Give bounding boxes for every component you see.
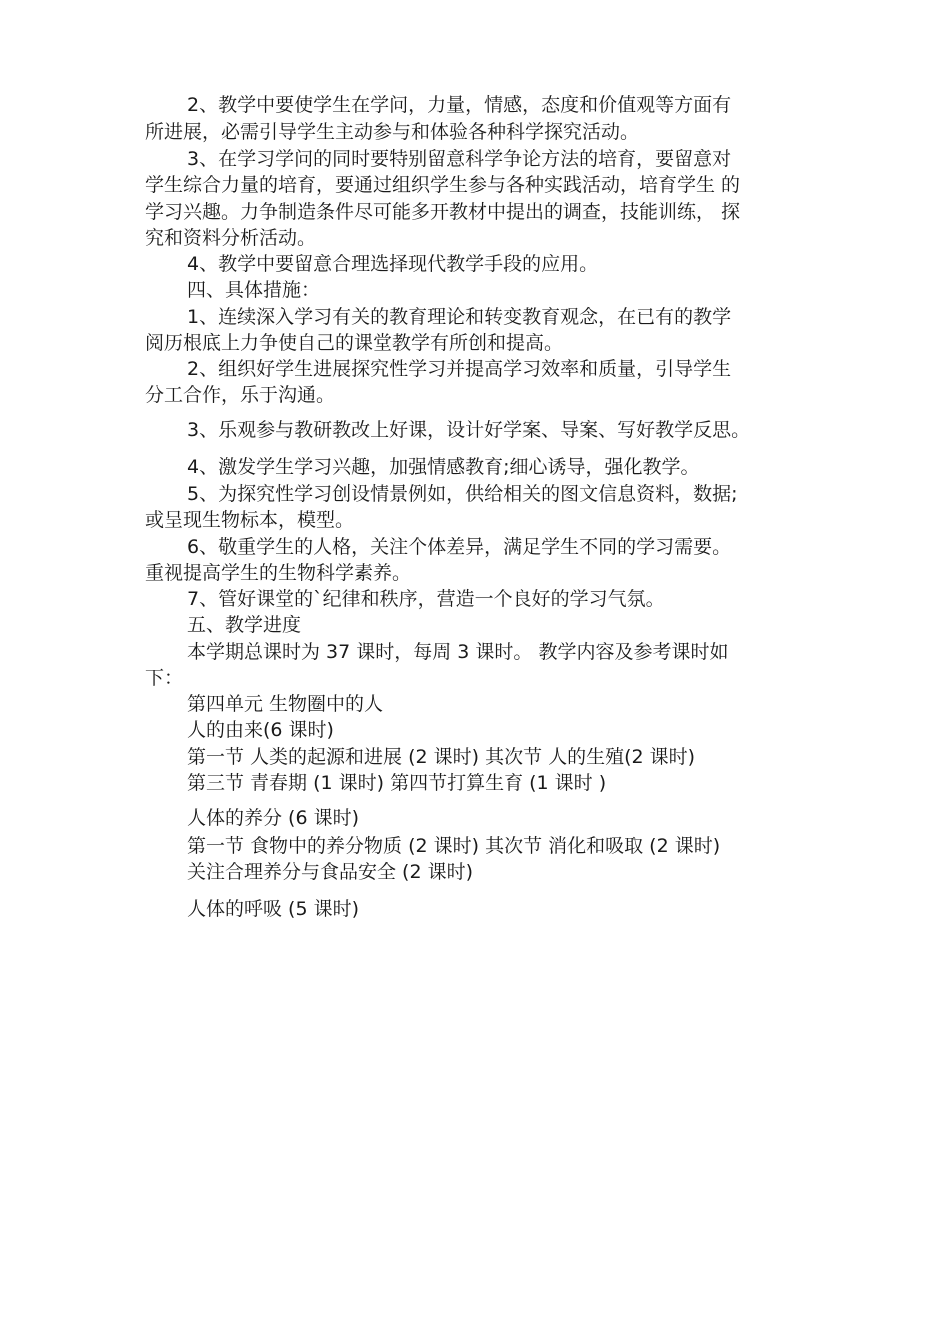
text-line: 4、教学中要留意合理选择现代教学手段的应用。 [187, 253, 599, 275]
text-line: 1、连续深入学习有关的教育理论和转变教育观念，在已有的教学 [187, 306, 732, 328]
chapter-line: 人体的养分 (6 课时) [187, 807, 359, 829]
chapter-line: 人的由来(6 课时) [187, 719, 334, 741]
text-line: 究和资料分析活动。 [145, 227, 317, 249]
text-line: 分工合作，乐于沟通。 [145, 384, 336, 406]
section-line: 第三节 青春期 (1 课时) 第四节打算生育 (1 课时 ) [187, 772, 607, 794]
text-line: 2、组织好学生进展探究性学习并提高学习效率和质量，引导学生 [187, 358, 732, 380]
text-line: 5、为探究性学习创设情景例如，供给相关的图文信息资料，数据; [187, 483, 738, 505]
chapter-line: 人体的呼吸 (5 课时) [187, 898, 359, 920]
text-line: 学生综合力量的培育，要通过组织学生参与各种实践活动，培育学生 的 [145, 174, 741, 196]
text-line: 所进展，必需引导学生主动参与和体验各种科学探究活动。 [145, 121, 640, 143]
unit-heading: 第四单元 生物圈中的人 [187, 693, 384, 715]
text-line: 下： [145, 667, 184, 689]
text-line: 学习兴趣。力争制造条件尽可能多开教材中提出的调查，技能训练， 探 [145, 201, 741, 223]
text-line: 重视提高学生的生物科学素养。 [145, 562, 412, 584]
section-heading: 五、教学进度 [187, 614, 302, 636]
section-heading: 四、具体措施： [187, 279, 321, 301]
text-line: 6、敬重学生的人格，关注个体差异，满足学生不同的学习需要。 [187, 536, 732, 558]
section-line: 第一节 食物中的养分物质 (2 课时) 其次节 消化和吸取 (2 课时) [187, 835, 721, 857]
section-line: 第一节 人类的起源和进展 (2 课时) 其次节 人的生殖(2 课时) [187, 746, 696, 768]
text-line: 4、激发学生学习兴趣，加强情感教育;细心诱导，强化教学。 [187, 456, 700, 478]
section-line: 关注合理养分与食品安全 (2 课时) [187, 861, 473, 883]
text-line: 阅历根底上力争使自己的课堂教学有所创和提高。 [145, 332, 564, 354]
text-line: 本学期总课时为 37 课时，每周 3 课时。 教学内容及参考课时如 [187, 641, 729, 663]
text-line: 7、管好课堂的`纪律和秩序，营造一个良好的学习气氛。 [187, 588, 665, 610]
text-line: 3、乐观参与教研教改上好课，设计好学案、导案、写好教学反思。 [187, 419, 751, 441]
text-line: 2、教学中要使学生在学问，力量，情感，态度和价值观等方面有 [187, 94, 732, 116]
text-line: 或呈现生物标本，模型。 [145, 509, 355, 531]
text-line: 3、在学习学问的同时要特别留意科学争论方法的培育，要留意对 [187, 148, 732, 170]
